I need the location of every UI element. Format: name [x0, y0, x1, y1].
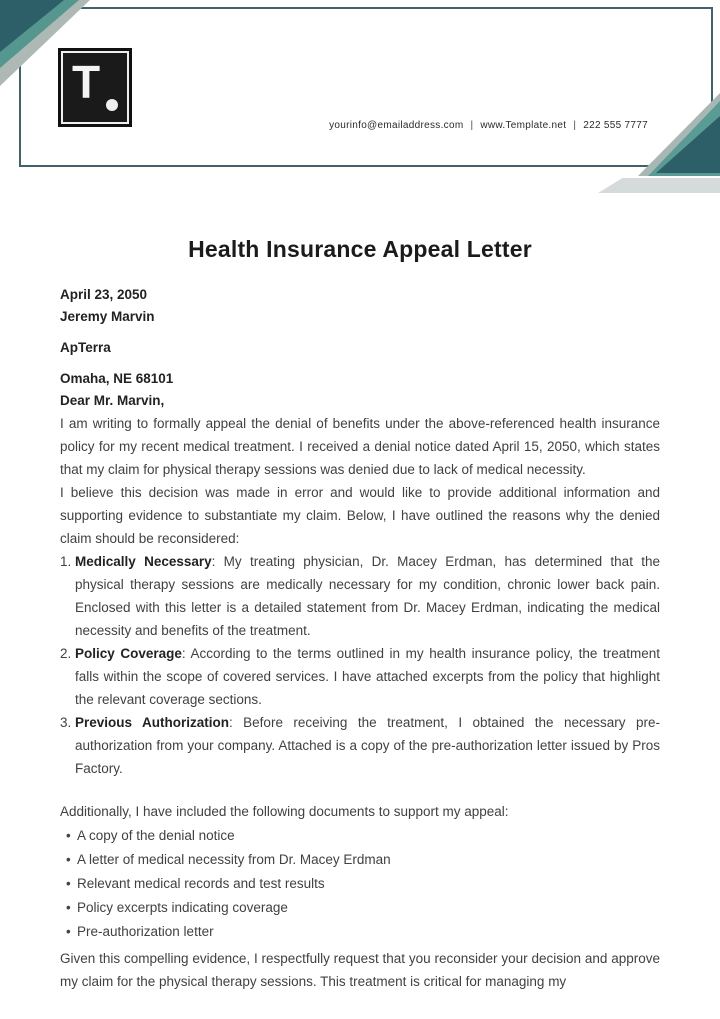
contact-phone: 222 555 7777: [583, 120, 648, 131]
numbered-item: [60, 550, 660, 642]
address-line: Omaha, NE 68101: [60, 371, 174, 386]
corner-shadow-decoration: [598, 178, 720, 193]
item-lead: Policy Coverage: [75, 646, 182, 661]
numbered-list: [60, 550, 660, 780]
item-number: 1.: [60, 554, 72, 569]
contact-email: yourinfo@emailaddress.com: [329, 120, 464, 131]
contact-separator: |: [573, 120, 577, 131]
item-number: 2.: [60, 646, 72, 661]
company-name: ApTerra: [60, 340, 111, 355]
document-item: • Policy excerpts indicating coverage: [60, 896, 660, 920]
item-text: : According to the terms outlined in my health insurance policy, the treatment falls within the scope of covered services. I have attached excerpts from the policy that highlight the relevant coverage sections.: [75, 646, 660, 707]
salutation-prefix: Dear: [60, 393, 94, 408]
contact-line: [329, 120, 648, 131]
numbered-item: [60, 711, 660, 780]
item-lead: Medically Necessary: [75, 554, 212, 569]
item-number: 3.: [60, 715, 72, 730]
contact-separator: |: [470, 120, 474, 131]
item-text: : Before receiving the treatment, I obtained the necessary pre-authorization from your company. Attached is a copy of the pre-authorization letter issued by Pros Factory.: [75, 715, 660, 776]
logo-letter: T: [72, 56, 101, 108]
brand-logo: [58, 48, 132, 127]
paragraph: I am writing to formally appeal the denial of benefits under the above-referenced health insurance policy for my recent medical treatment. I received a denial notice dated April 15, 2050, which states that my claim for physical therapy sessions was denied due to lack of medical necessity.: [60, 416, 660, 477]
salutation: [60, 390, 660, 412]
closing-paragraph: Given this compelling evidence, I respectfully request that you reconsider your decision and approve my claim for the physical therapy sessions. This treatment is critical for managing my: [60, 951, 660, 989]
item-lead: Previous Authorization: [75, 715, 229, 730]
documents-intro: Additionally, I have included the following documents to support my appeal:: [60, 804, 509, 819]
contact-website: www.Template.net: [480, 120, 567, 131]
document-item: • A letter of medical necessity from Dr. Macey Erdman: [60, 848, 660, 872]
item-text: : My treating physician, Dr. Macey Erdman, has determined that the physical therapy sessions are medically necessary for my condition, chronic lower back pain. Enclosed with this letter is a detailed statement from Dr. Macey Erdman, indicating the medical necessity and benefits of the treatment.: [75, 554, 661, 638]
sender-name: Jeremy Marvin: [60, 309, 155, 324]
salutation-name: Mr. Marvin,: [93, 393, 165, 408]
letter-body: [60, 412, 660, 993]
document-item: • Pre-authorization letter: [60, 920, 660, 944]
numbered-item: [60, 642, 660, 711]
documents-list: [60, 824, 660, 944]
document-item: • Relevant medical records and test results: [60, 872, 660, 896]
document-item: • A copy of the denial notice: [60, 824, 660, 848]
letter-heading-block: [60, 284, 660, 412]
letter-content: [60, 236, 660, 993]
letter-title: Health Insurance Appeal Letter: [188, 236, 532, 262]
letter-date: April 23, 2050: [60, 287, 148, 302]
paragraph: I believe this decision was made in error and would like to provide additional information and supporting evidence to substantiate my claim. Below, I have outlined the reasons why the denied claim should be reconsidered:: [60, 485, 660, 546]
logo-dot: [106, 99, 118, 111]
